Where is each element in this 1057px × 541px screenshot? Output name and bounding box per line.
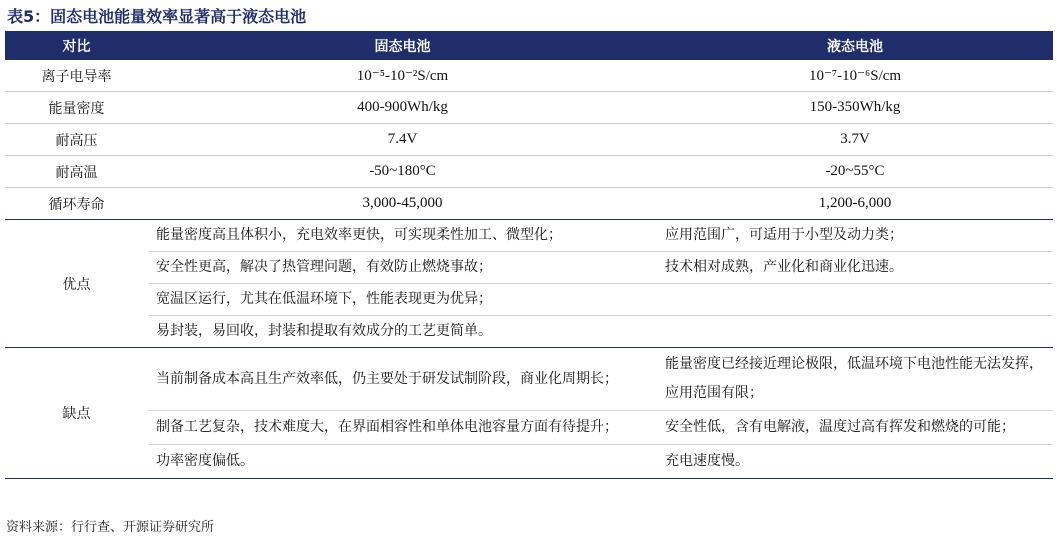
disadvantage-solid: 当前制备成本高且生产效率低，仍主要处于研发试制阶段，商业化周期长； <box>148 348 657 411</box>
table-row <box>5 124 1053 156</box>
solid-value: 3,000-45,000 <box>148 188 657 220</box>
liquid-value: 150-350Wh/kg <box>657 92 1053 124</box>
row-label: 能量密度 <box>5 92 148 124</box>
table-header-row <box>5 31 1053 60</box>
advantages-label: 优点 <box>5 220 148 348</box>
disadvantage-row <box>5 445 1053 479</box>
header-solid-battery: 固态电池 <box>148 31 657 60</box>
advantage-liquid: 技术相对成熟，产业化和商业化迅速。 <box>657 252 1053 284</box>
liquid-value: 3.7V <box>657 124 1053 156</box>
comparison-table <box>5 31 1053 479</box>
header-liquid-battery: 液态电池 <box>657 31 1053 60</box>
header-compare: 对比 <box>5 31 148 60</box>
disadvantages-label: 缺点 <box>5 348 148 479</box>
disadvantage-liquid: 安全性低，含有电解液，温度过高有挥发和燃烧的可能； <box>657 411 1053 445</box>
solid-value: 10⁻⁵-10⁻²S/cm <box>148 60 657 92</box>
advantage-solid: 能量密度高且体积小，充电效率更快，可实现柔性加工、微型化； <box>148 220 657 252</box>
advantage-liquid <box>657 316 1053 348</box>
table-title: 表5：固态电池能量效率显著高于液态电池 <box>7 7 307 26</box>
table-row <box>5 188 1053 220</box>
liquid-value: 1,200-6,000 <box>657 188 1053 220</box>
disadvantage-row <box>5 411 1053 445</box>
solid-value: 7.4V <box>148 124 657 156</box>
solid-value: 400-900Wh/kg <box>148 92 657 124</box>
liquid-value: 10⁻⁷-10⁻⁶S/cm <box>657 60 1053 92</box>
liquid-value: -20~55°C <box>657 156 1053 188</box>
advantage-liquid <box>657 284 1053 316</box>
advantage-solid: 宽温区运行，尤其在低温环境下，性能表现更为优异； <box>148 284 657 316</box>
advantage-row <box>5 220 1053 252</box>
source-note: 资料来源：行行查、开源证券研究所 <box>6 520 215 535</box>
advantage-solid: 易封装，易回收，封装和提取有效成分的工艺更简单。 <box>148 316 657 348</box>
table-row <box>5 156 1053 188</box>
disadvantage-liquid: 能量密度已经接近理论极限，低温环境下电池性能无法发挥，应用范围有限； <box>657 348 1053 411</box>
row-label: 耐高温 <box>5 156 148 188</box>
advantage-liquid: 应用范围广，可适用于小型及动力类； <box>657 220 1053 252</box>
table-row <box>5 60 1053 92</box>
disadvantage-solid: 制备工艺复杂，技术难度大，在界面相容性和单体电池容量方面有待提升； <box>148 411 657 445</box>
advantage-row <box>5 316 1053 348</box>
disadvantage-row <box>5 348 1053 411</box>
advantage-row <box>5 284 1053 316</box>
row-label: 离子电导率 <box>5 60 148 92</box>
advantage-row <box>5 252 1053 284</box>
disadvantage-liquid: 充电速度慢。 <box>657 445 1053 479</box>
table-row <box>5 92 1053 124</box>
advantage-solid: 安全性更高，解决了热管理问题，有效防止燃烧事故； <box>148 252 657 284</box>
row-label: 循环寿命 <box>5 188 148 220</box>
row-label: 耐高压 <box>5 124 148 156</box>
disadvantage-solid: 功率密度偏低。 <box>148 445 657 479</box>
solid-value: -50~180°C <box>148 156 657 188</box>
